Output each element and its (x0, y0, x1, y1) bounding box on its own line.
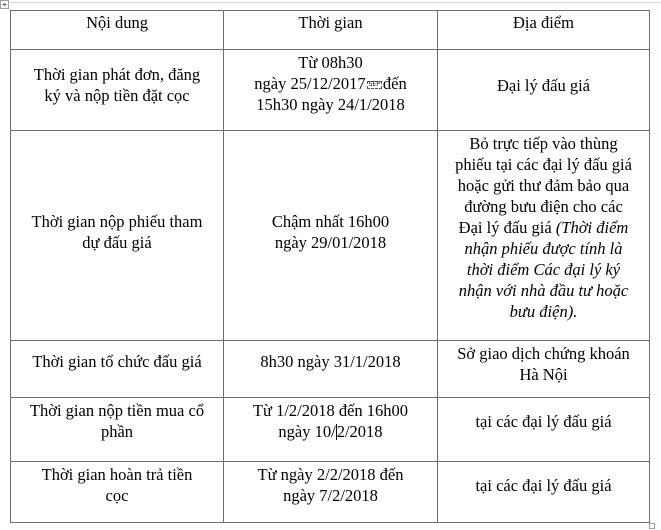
cell-text: 8h30 ngày 31/1/2018 (260, 352, 401, 371)
cell-text: ký và nộp tiền đặt cọc (44, 86, 190, 105)
header-time[interactable]: Thời gian (224, 11, 438, 50)
cell-location[interactable] (438, 131, 650, 341)
table-row (11, 398, 650, 462)
cell-text: Đại lý đấu giá (496, 76, 590, 95)
table-row (11, 462, 650, 523)
cell-content[interactable] (11, 462, 224, 523)
cell-text-part: ngày 10/ (278, 422, 336, 441)
cell-text-note: (Thời điểm (555, 218, 629, 237)
cell-text: Chậm nhất 16h00 (271, 211, 390, 231)
cell-time[interactable] (224, 50, 438, 131)
cell-text: ngày 29/01/2018 (274, 232, 387, 252)
cell-text: Từ 1/2/2018 đến 16h00 (252, 401, 409, 420)
header-location[interactable]: Địa điểm (438, 11, 650, 50)
cell-text: Hà Nội (519, 365, 568, 384)
cell-location[interactable] (438, 462, 650, 523)
cell-text-note: nhận phiếu được tính là (464, 239, 623, 258)
cell-location[interactable] (438, 398, 650, 462)
table-row (11, 341, 650, 398)
table-row (11, 131, 650, 341)
table-row (11, 50, 650, 131)
cell-text-part: Đại lý đấu giá (458, 218, 556, 237)
auction-schedule-table (10, 10, 650, 523)
cell-time[interactable] (224, 398, 438, 462)
cell-time[interactable] (224, 341, 438, 398)
cell-text: Từ 08h30 (298, 53, 363, 72)
cell-text: tại các đại lý đấu giá (475, 412, 612, 431)
cell-text-part: đến (382, 74, 407, 93)
cell-text-part: 2/2018 (336, 422, 383, 441)
cell-text (230, 73, 431, 94)
cell-text: Thời gian nộp tiền mua cổ (29, 401, 205, 420)
table-move-handle-icon[interactable]: ⌖ (0, 0, 9, 9)
cell-text (444, 217, 643, 238)
cell-content[interactable] (11, 398, 224, 462)
table-resize-handle[interactable] (649, 523, 655, 529)
cell-time[interactable] (224, 131, 438, 341)
ruler-guide-line (10, 2, 661, 3)
cell-text: phần (100, 422, 134, 441)
cell-content[interactable] (11, 341, 224, 398)
cell-text-note: nhận với nhà đầu tư hoặc (458, 281, 629, 300)
cell-text: phiếu tại các đại lý đấu giá (455, 155, 632, 174)
header-content[interactable]: Nội dung (11, 11, 224, 50)
table-header-row (11, 11, 650, 50)
cell-text: 15h30 ngày 24/1/2018 (256, 95, 405, 114)
cell-content[interactable] (11, 50, 224, 131)
cell-text: Thời gian phát đơn, đăng (33, 65, 201, 84)
cell-text: Thời gian tổ chức đấu giá (32, 352, 202, 371)
cell-text: Bỏ trực tiếp vào thùng (469, 134, 618, 153)
cell-text: Thời gian nộp phiếu tham (31, 211, 203, 231)
cell-location[interactable] (438, 50, 650, 131)
cell-content[interactable] (11, 131, 224, 341)
cell-time[interactable] (224, 462, 438, 523)
cell-text-note: bưu điện). (509, 302, 578, 321)
cell-text: cọc (105, 486, 129, 505)
cell-text: tại các đại lý đấu giá (475, 476, 612, 495)
cell-text: dự đấu giá (82, 232, 152, 252)
cell-text: Sở giao dịch chứng khoán (457, 344, 630, 363)
cell-text: ngày 7/2/2018 (283, 486, 378, 505)
cell-location[interactable] (438, 341, 650, 398)
cell-text: đường bưu điện cho các (464, 197, 623, 216)
cell-text: Thời gian hoàn trả tiền (41, 465, 193, 484)
cell-text: hoặc gửi thư đảm bảo qua (457, 176, 630, 195)
cell-text-note: thời điểm Các đại lý ký (466, 260, 621, 279)
cell-text (230, 421, 431, 442)
cell-text-part: ngày 25/12/2017 (254, 74, 366, 93)
separator-mark-icon: SEP (368, 81, 380, 89)
cell-text: Từ ngày 2/2/2018 đến (257, 465, 404, 484)
